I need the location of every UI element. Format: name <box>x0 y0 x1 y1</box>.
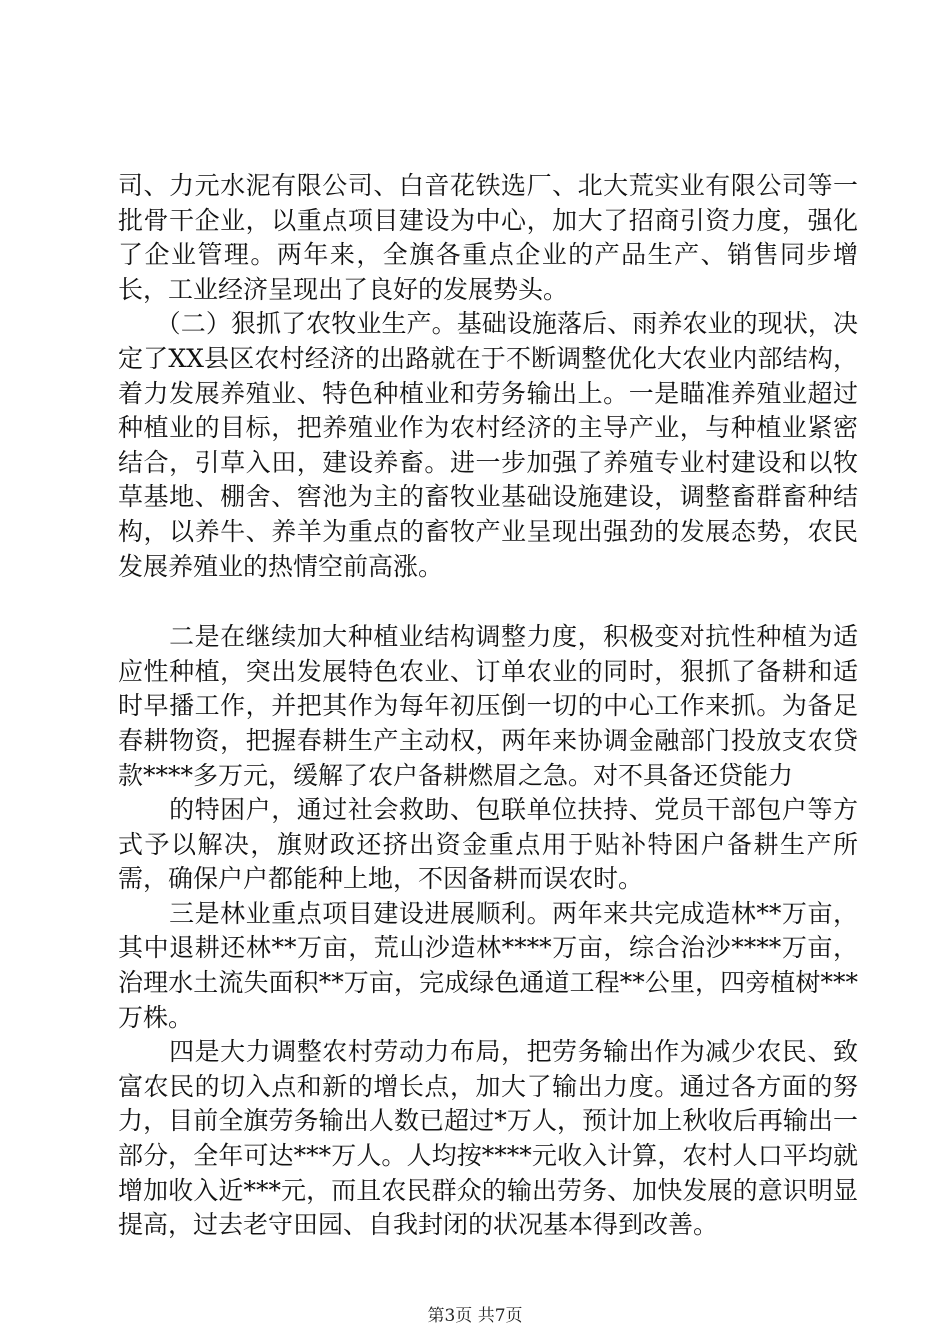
paragraph-5: 三是林业重点项目建设进展顺利。两年来共完成造林**万亩，其中退耕还林**万亩，荒山沙造林****万亩，综合治沙****万亩，治理水土流失面积**万亩，完成绿色通道工程**公里，四旁植树***万株。 <box>118 898 858 1032</box>
document-body <box>118 169 858 1243</box>
page-number-footer: 第3页 共7页 <box>427 1306 523 1326</box>
paragraph-gap <box>118 584 858 620</box>
paragraph-4: 的特困户，通过社会救助、包联单位扶持、党员干部包户等方式予以解决，旗财政还挤出资金重点用于贴补特困户备耕生产所需，确保户户都能种上地，不因备耕而误农时。 <box>118 795 858 894</box>
paragraph-2: （二）狠抓了农牧业生产。基础设施落后、雨养农业的现状，决定了XX县区农村经济的出路就在于不断调整优化大农业内部结构，着力发展养殖业、特色种植业和劳务输出上。一是瞄准养殖业超过种植业的目标，把养殖业作为农村经济的主导产业，与种植业紧密结合，引草入田，建设养畜。进一步加强了养殖专业村建设和以牧草基地、棚舍、窖池为主的畜牧业基础设施建设，调整畜群畜种结构，以养牛、养羊为重点的畜牧产业呈现出强劲的发展态势，农民发展养殖业的热情空前高涨。 <box>118 309 858 581</box>
paragraph-3: 二是在继续加大种植业结构调整力度，积极变对抗性种植为适应性种植，突出发展特色农业、订单农业的同时，狠抓了备耕和适时早播工作，并把其作为每年初压倒一切的中心工作来抓。为备足春耕物资，把握春耕生产主动权，两年来协调金融部门投放支农贷款****多万元，缓解了农户备耕燃眉之急。对不具备还贷能力 <box>118 622 858 790</box>
paragraph-1: 司、力元水泥有限公司、白音花铁选厂、北大荒实业有限公司等一批骨干企业，以重点项目建设为中心，加大了招商引资力度，强化了企业管理。两年来，全旗各重点企业的产品生产、销售同步增长，工业经济呈现出了良好的发展势头。 <box>118 171 858 304</box>
paragraph-6: 四是大力调整农村劳动力布局，把劳务输出作为减少农民、致富农民的切入点和新的增长点，加大了输出力度。通过各方面的努力，目前全旗劳务输出人数已超过*万人，预计加上秋收后再输出一部分，全年可达***万人。人均按****元收入计算，农村人口平均就增加收入近***元，而且农民群众的输出劳务、加快发展的意识明显提高，过去老守田园、自我封闭的状况基本得到改善。 <box>118 1037 858 1240</box>
